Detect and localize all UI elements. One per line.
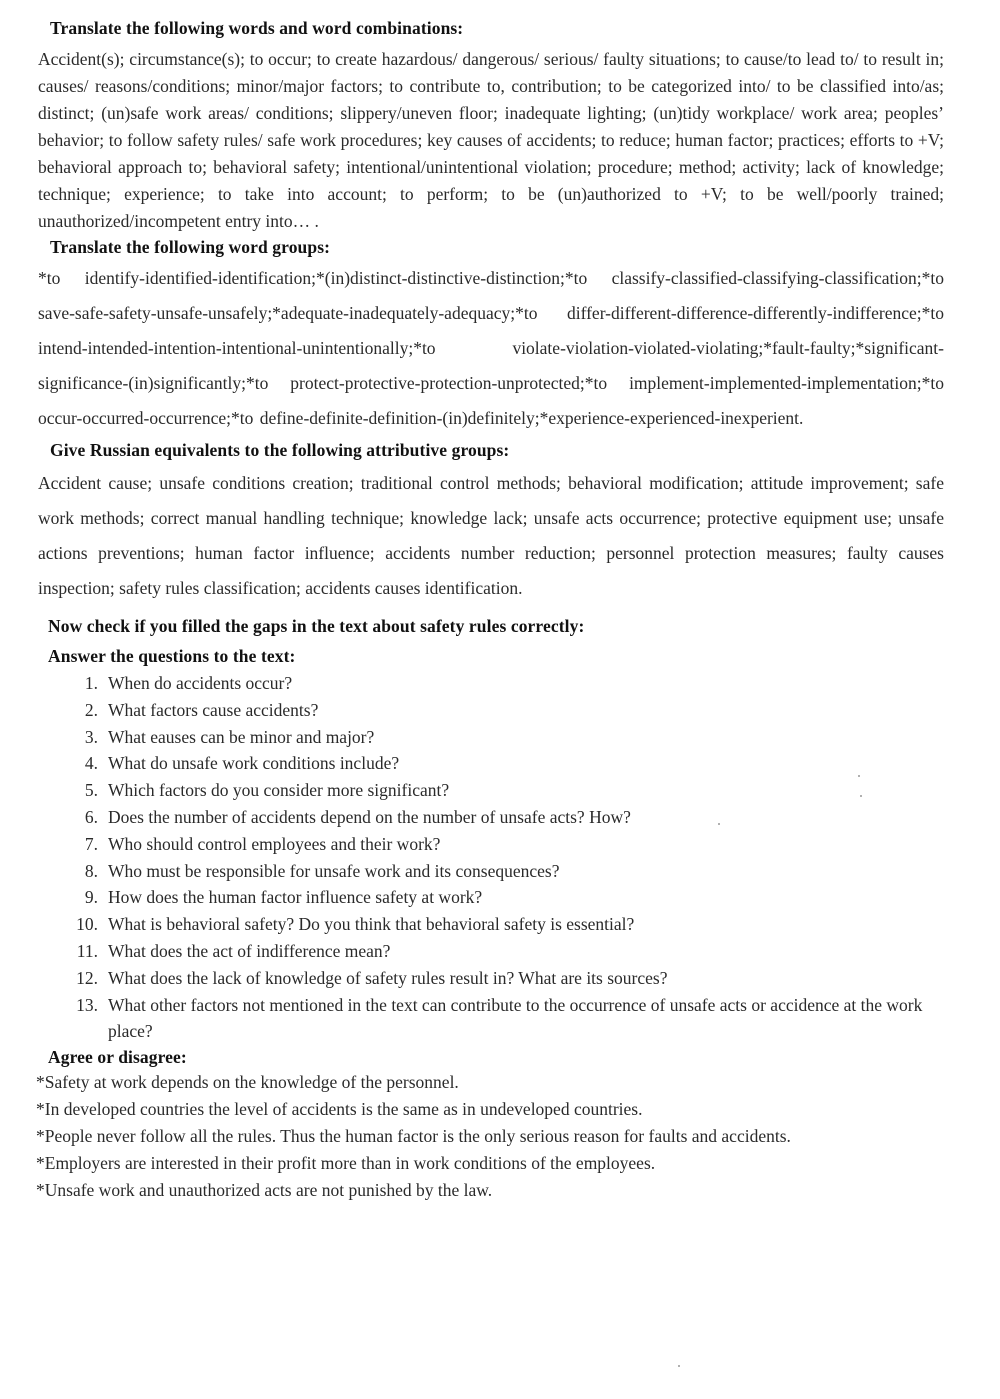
scan-speck [860,795,862,797]
question-item: 2. What factors cause accidents? [84,699,319,720]
statement-item: *Unsafe work and unauthorized acts are not punished by the law. [36,1180,493,1201]
section-heading-questions: Answer the questions to the text: [48,646,296,666]
statements-list [38,1069,944,1204]
statement-item: *Employers are interested in their profit more than in work conditions of the employees. [36,1153,656,1174]
question-item: 1. When do accidents occur? [84,673,293,693]
question-item: 3. What eauses can be minor and major? [84,726,375,747]
scan-speck [858,775,860,777]
question-item: 12. What does the lack of knowledge of safety rules result in? What are its sources? [76,967,668,988]
question-item: 13. What other factors not mentioned in the text can contribute to the occurrence of unsafe acts or accidence at the work place? [76,994,923,1042]
question-item: 6. Does the number of accidents depend on the number of unsafe acts? How? [84,806,631,827]
question-item: 7. Who should control employees and their work? [84,833,441,854]
section-heading-word-groups: Translate the following word groups: [50,237,331,257]
words-paragraph: Accident(s); circumstance(s); to occur; to create hazardous/ dangerous/ serious/ faulty situations; to cause/to lead to/ to result in; causes/ reasons/conditions; minor/major factors; to contribute to, contribution; to be categorized into/ to be classified into/as; distinct; (un)safe work areas/ conditions; slippery/uneven floor; inadequate lighting; (un)tidy workplace/ work area; peoples’ behavior; to follow safety rules/ safe work procedures; key causes of accidents; to reduce; human factor; practices; efforts to +V; behavioral approach to; behavioral safety; intentional/unintentional violation; procedure; method; activity; lack of knowledge; technique; experience; to take into account; to perform; to be (un)authorized to +V; to be well/poorly trained; unauthorized/incompetent entry into… . [38,49,944,231]
question-item: 9. How does the human factor influence safety at work? [84,887,483,908]
statement-item: *In developed countries the level of accidents is the same as in undeveloped countries. [36,1099,643,1120]
section-heading-check: Now check if you filled the gaps in the text about safety rules correctly: [48,616,585,636]
question-item: 10. What is behavioral safety? Do you think that behavioral safety is essential? [76,914,635,935]
scan-speck [678,1365,680,1367]
attributive-paragraph: Accident cause; unsafe conditions creation; traditional control methods; behavioral modification; attitude improvement; safe work methods; correct manual handling technique; knowledge lack; unsafe acts occurrence; protective equipment use; unsafe actions preventions; human factor influence; accidents number reduction; personnel protection measures; faulty causes inspection; safety rules classification; accidents causes identification. [38,473,944,598]
document-page [38,14,944,1204]
statement-item: *People never follow all the rules. Thus the human factor is the only serious reason for faults and accidents. [36,1126,791,1147]
section-heading-attributive: Give Russian equivalents to the following attributive groups: [50,440,510,460]
questions-list [38,670,944,1045]
question-item: 11. What does the act of indifference mean? [76,940,391,961]
section-heading-agree: Agree or disagree: [48,1047,187,1068]
word-groups-paragraph: *to identify-identified-identification;*(in)distinct-distinctive-distinction;*to classify-classified-classifying-classification;*to save-safe-safety-unsafe-unsafely;*adequate-inadequately-adequacy;*to differ-different-difference-differently-indifference;*to intend-intended-intention-intentional-unintentionally;*to violate-violation-violated-violating;*fault-faulty;*significant-significance-(in)significantly;*to protect-protective-protection-unprotected;*to implement-implemented-implementation;*to occur-occurred-occurrence;*to define-definite-definition-(in)definitely;*experience-experienced-inexperient. [38,268,944,428]
question-item: 5. Which factors do you consider more significant? [84,780,450,801]
question-item: 8. Who must be responsible for unsafe work and its consequences? [84,860,560,881]
scan-speck [718,823,720,825]
statement-item: *Safety at work depends on the knowledge of the personnel. [36,1072,459,1093]
section-heading-words: Translate the following words and word combinations: [50,18,464,38]
question-item: 4. What do unsafe work conditions include? [84,753,400,774]
